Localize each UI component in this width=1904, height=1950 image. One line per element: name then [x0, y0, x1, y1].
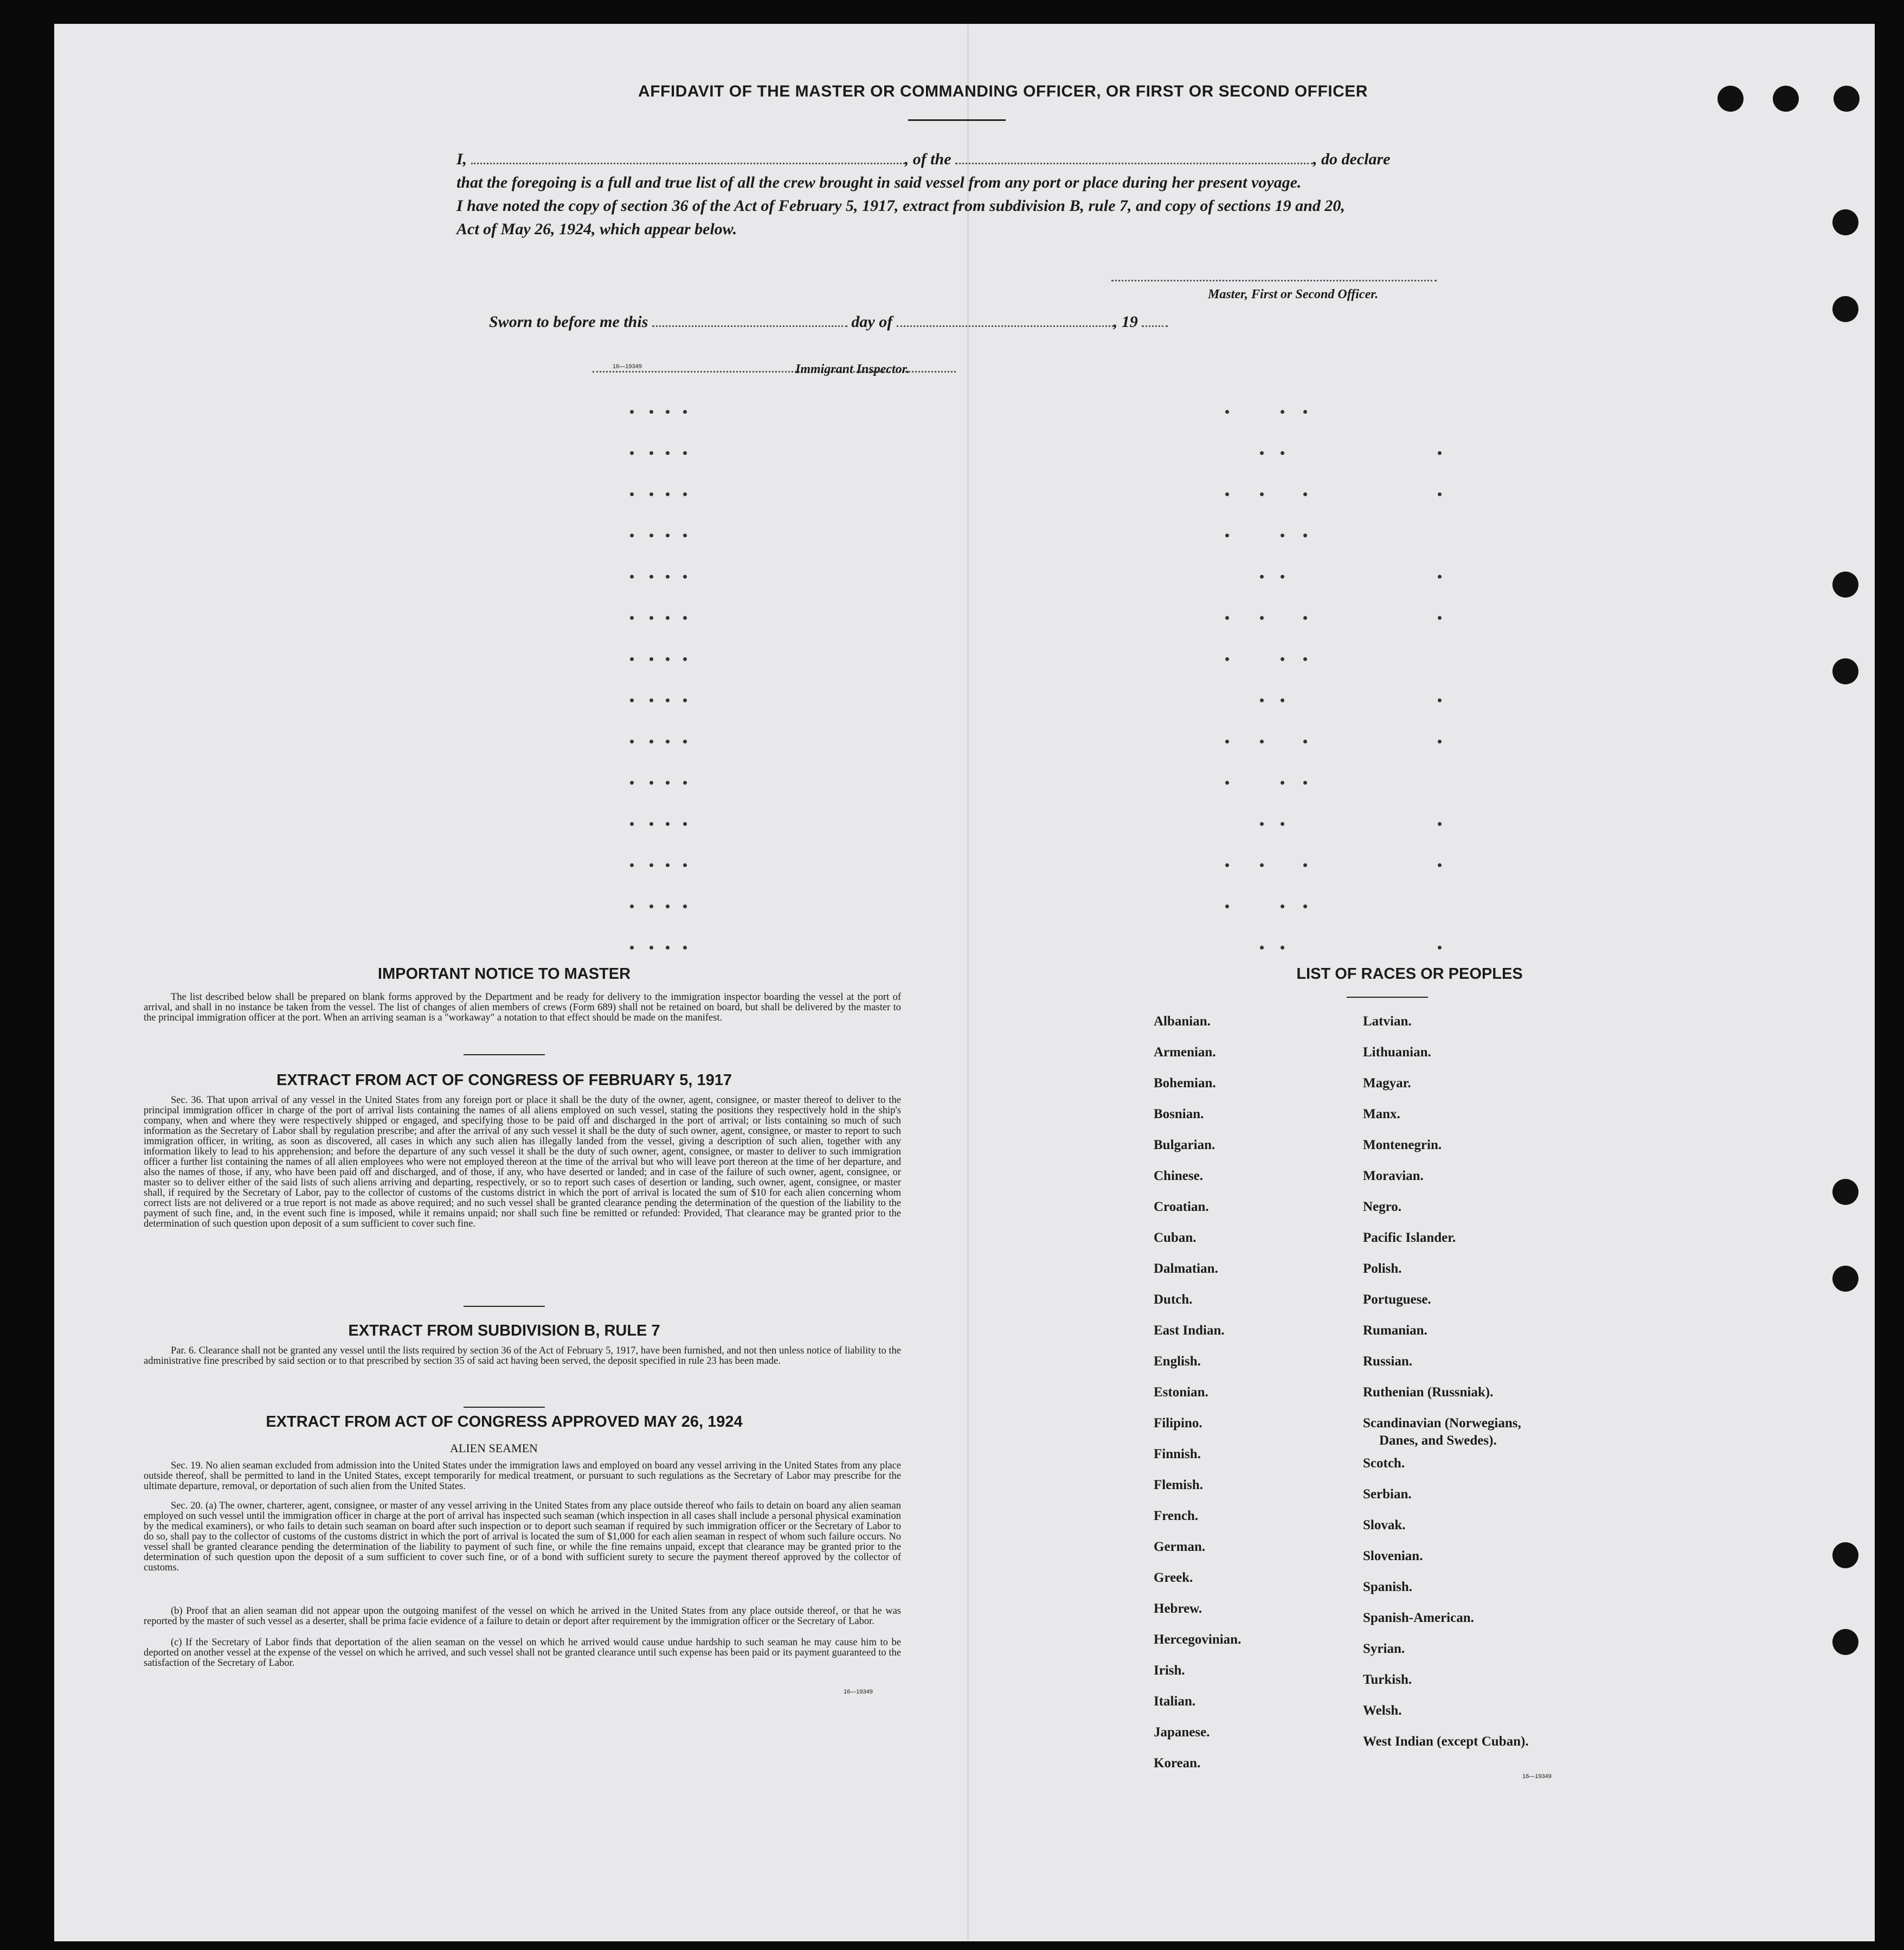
declaration-line2: that the foregoing is a full and true list of all the crew brought in said vessel from any port or place during her present voyage.	[456, 174, 1302, 191]
stray-dot	[666, 657, 670, 661]
stray-dot	[649, 905, 653, 908]
stray-dot	[1303, 781, 1307, 785]
races-column-1	[1154, 1014, 1241, 1787]
stray-dot	[683, 698, 687, 702]
race-item: Finnish.	[1154, 1447, 1201, 1461]
stray-dot	[1281, 905, 1284, 908]
race-item: Italian.	[1154, 1694, 1196, 1709]
race-item: Japanese.	[1154, 1725, 1210, 1740]
form-number: 16—19349	[1522, 1773, 1552, 1780]
race-item: Armenian.	[1154, 1045, 1216, 1060]
race-item: Manx.	[1363, 1107, 1400, 1121]
section-divider	[464, 1407, 545, 1408]
race-item: Hebrew.	[1154, 1601, 1202, 1616]
stray-dot	[683, 451, 687, 455]
stray-dot	[1303, 905, 1307, 908]
race-item: Negro.	[1363, 1199, 1402, 1214]
rule7-title: EXTRACT FROM SUBDIVISION B, RULE 7	[348, 1322, 660, 1339]
rule7-body: Par. 6. Clearance shall not be granted any vessel until the lists required by section 36 of the Act of February 5, 1917, have been furnished, and not then unless notice of liability to the administrative fine prescribed by said section or to that prescribed by section 35 of said act having been served, the deposit specified in rule 23 has been made.	[144, 1345, 901, 1367]
stray-dot	[1260, 575, 1264, 579]
stray-dot	[666, 740, 670, 743]
stray-dot	[1303, 657, 1307, 661]
stray-dot	[1260, 616, 1264, 620]
stray-dot	[1303, 410, 1307, 414]
race-item: Montenegrin.	[1363, 1138, 1442, 1152]
race-item: Magyar.	[1363, 1076, 1411, 1091]
race-item: Albanian.	[1154, 1014, 1211, 1029]
race-item: Estonian.	[1154, 1385, 1208, 1400]
stray-dot	[1438, 740, 1442, 743]
stray-dot	[666, 946, 670, 950]
stray-dot	[649, 781, 653, 785]
stray-dot	[630, 698, 634, 702]
race-item: French.	[1154, 1509, 1199, 1523]
race-item: Flemish.	[1154, 1478, 1203, 1492]
sworn-day-of: day of	[851, 313, 893, 331]
sec20a-body: Sec. 20. (a) The owner, charterer, agent, consignee, or master of any vessel arriving in the United States from any place outside thereof who fails to detain on board any alien seaman employed on such vessel until the immigration officer in charge at the port of arrival has inspected such seaman (which inspection in all cases shall include a personal physical examination by the medical examiners), or who fails to detain such seaman on board after such inspection or to deport such seaman if required by such immigration officer or the Secretary of Labor to do so, shall pay to the collector of customs of the customs district in which the port of arrival is located the sum of $1,000 for each alien seaman in respect of whom such failure occurs. No vessel shall be granted clearance pending the determination of the liability to payment of such fine, or while the fine remains unpaid, except that clearance may be granted prior to the determination of such question upon the deposit of a sum sufficient to cover such fine, or of a bond with sufficient surety to secure the payment thereof approved by the collector of customs.	[144, 1500, 901, 1573]
race-item: Polish.	[1363, 1261, 1402, 1276]
sec20b-body: (b) Proof that an alien seaman did not appear upon the outgoing manifest of the vessel on which he arrived in the United States from any place outside thereof, or that he was reported by the master of such vessel as a deserter, shall be prima facie evidence of a failure to detain or deport after requirement by the immigration officer or the Secretary of Labor.	[144, 1606, 901, 1627]
stray-dot	[1303, 492, 1307, 496]
stray-dot	[1225, 863, 1229, 867]
stray-dot	[649, 863, 653, 867]
race-item: Portuguese.	[1363, 1292, 1431, 1307]
stray-dot	[1281, 575, 1284, 579]
stray-dot	[1260, 492, 1264, 496]
stray-dot	[1260, 822, 1264, 826]
affidavit-title: AFFIDAVIT OF THE MASTER OR COMMANDING OFFICER, OR FIRST OR SECOND OFFICER	[638, 82, 1368, 100]
stray-dot	[666, 822, 670, 826]
stray-dot	[683, 781, 687, 785]
race-item: Croatian.	[1154, 1199, 1209, 1214]
stray-dot	[649, 492, 653, 496]
race-item: Scotch.	[1363, 1456, 1405, 1471]
section-divider	[464, 1306, 545, 1307]
race-item: East Indian.	[1154, 1323, 1225, 1338]
inspector-label: Immigrant Inspector.	[795, 362, 910, 376]
race-item: Russian.	[1363, 1354, 1413, 1369]
race-item: English.	[1154, 1354, 1201, 1369]
sworn-year-blank	[1142, 315, 1168, 327]
punch-hole	[1832, 209, 1858, 235]
signature-label: Master, First or Second Officer.	[1208, 287, 1379, 302]
stray-dot	[630, 740, 634, 743]
stray-dot	[649, 616, 653, 620]
sworn-day-blank	[652, 315, 847, 327]
stray-dot	[1260, 698, 1264, 702]
race-item: Welsh.	[1363, 1703, 1402, 1718]
race-item: Greek.	[1154, 1570, 1193, 1585]
race-item: Pacific Islander.	[1363, 1230, 1456, 1245]
signature-blank	[1111, 269, 1437, 281]
stray-dot	[649, 822, 653, 826]
stray-dot	[1260, 740, 1264, 743]
punch-hole	[1832, 658, 1858, 684]
stray-dot	[683, 822, 687, 826]
stray-dot	[1438, 575, 1442, 579]
race-item: Irish.	[1154, 1663, 1185, 1678]
stray-dot	[683, 740, 687, 743]
races-column-2	[1363, 1014, 1529, 1765]
punch-hole	[1832, 1179, 1858, 1205]
race-item: German.	[1154, 1540, 1206, 1554]
stray-dot	[683, 616, 687, 620]
stray-dot	[649, 534, 653, 537]
notice-body: The list described below shall be prepared on blank forms approved by the Department and be ready for delivery to the immigration inspector boarding the vessel at the port of arrival, and shall in no instance be taken from the vessel. The list of changes of alien members of crews (Form 689) shall not be retained on board, but shall be delivered by the master to the principal immigration officer at the port. When an arriving seaman is a "workaway" a notation to that effect should be made on the manifest.	[144, 992, 901, 1023]
stray-dot	[1438, 822, 1442, 826]
stray-dot	[683, 946, 687, 950]
punch-hole	[1832, 1542, 1858, 1568]
stray-dot	[630, 863, 634, 867]
stray-dot	[683, 575, 687, 579]
race-item: Bosnian.	[1154, 1107, 1204, 1121]
race-item: Bulgarian.	[1154, 1138, 1215, 1152]
race-item: Cuban.	[1154, 1230, 1197, 1245]
sec20c-body: (c) If the Secretary of Labor finds that deportation of the alien seaman on the vessel on which he arrived would cause undue hardship to such seaman he may cause him to be deported on another vessel at the expense of the vessel on which he arrived, and such vessel shall not be granted clearance until such expense has been paid or its payment guaranteed to the satisfaction of the Secretary of Labor.	[144, 1637, 901, 1669]
extract-1917-body: Sec. 36. That upon arrival of any vessel in the United States from any foreign port or place it shall be the duty of the owner, agent, consignee, or master thereof to deliver to the principal immigration officer in charge of the port of arrival lists containing the names of all aliens employed on such vessel, stating the positions they respectively hold in the ship's company, when and where they were respectively shipped or engaged, and specifying those to be paid off and discharged in the port of arrival; or lists containing so much of such information as the Secretary of Labor shall by regulation prescribe; and after the arrival of any such vessel it shall be the duty of such owner, agent, consignee, or master to report to such immigration officer, in writing, as soon as discovered, all cases in which any such alien has illegally landed from the vessel, giving a description of such alien, together with any information likely to lead to his apprehension; and before the departure of any such vessel it shall be the duty of such owner, agent, consignee, or master to deliver to such immigration officer a further list containing the names of all alien employees who were not employed thereon at the time of the arrival but who will leave port thereon at the time of her departure, and also the names of those, if any, who have been paid off and discharged, and of those, if any, who have deserted or landed; and in case of the failure of such owner, agent, consignee, or master so to deliver either of the said lists of such aliens arriving and departing, respectively, or so to report such cases of desertion or landing, such owner, agent, consignee, or master shall, if required by the Secretary of Labor, pay to the collector of customs of the customs district in which the port of arrival is located the sum of $10 for each alien concerning whom correct lists are not delivered or a true report is not made as above required; and no such vessel shall be granted clearance pending the determination of the question of the liability to the payment of such fine, and, in the event such fine is imposed, while it remains unpaid; nor shall such fine be remitted or refunded: Provided, That clearance may be granted prior to the determination of such question upon deposit of a sum sufficient to cover such fine.	[144, 1095, 901, 1229]
stray-dot	[649, 451, 653, 455]
stray-dot	[683, 905, 687, 908]
race-item: Filipino.	[1154, 1416, 1202, 1431]
sworn-year: , 19	[1113, 313, 1138, 331]
stray-dot	[1225, 410, 1229, 414]
punch-hole	[1773, 86, 1799, 112]
race-item-scandinavian	[1363, 1416, 1529, 1456]
declaration-of-the: , of the	[904, 150, 951, 168]
stray-dot	[1438, 451, 1442, 455]
stray-dot	[649, 698, 653, 702]
stray-dot	[1281, 410, 1284, 414]
stray-dot	[630, 492, 634, 496]
stray-dot	[1303, 740, 1307, 743]
stray-dot	[630, 451, 634, 455]
declaration-line3: I have noted the copy of section 36 of the Act of February 5, 1917, extract from subdivision B, rule 7, and copy of sections 19 and 20,	[456, 197, 1345, 215]
declaration-i: I,	[456, 150, 467, 168]
race-item: Dutch.	[1154, 1292, 1193, 1307]
stray-dot	[1225, 740, 1229, 743]
stray-dot	[1225, 492, 1229, 496]
stray-dot	[666, 905, 670, 908]
race-item: Moravian.	[1363, 1169, 1424, 1183]
form-number: 16—19349	[613, 363, 642, 370]
stray-dot	[630, 410, 634, 414]
race-item: Chinese.	[1154, 1169, 1203, 1183]
stray-dot	[1225, 657, 1229, 661]
stray-dot	[649, 657, 653, 661]
stray-dot	[1281, 451, 1284, 455]
punch-hole	[1832, 296, 1858, 322]
alien-seamen-subtitle: ALIEN SEAMEN	[450, 1441, 538, 1455]
stray-dot	[683, 863, 687, 867]
stray-dot	[1281, 534, 1284, 537]
notice-title: IMPORTANT NOTICE TO MASTER	[377, 965, 631, 983]
stray-dot	[1438, 698, 1442, 702]
stray-dot	[1303, 534, 1307, 537]
race-item: Hercegovinian.	[1154, 1632, 1242, 1647]
stray-dot	[1281, 822, 1284, 826]
sec19-body: Sec. 19. No alien seaman excluded from admission into the United States under the immigration laws and employed on board any vessel arriving in the United States from any place outside thereof, shall be permitted to land in the United States, except temporarily for medical treatment, or pursuant to such regulations as the Secretary of Labor may prescribe for the ultimate departure, removal, or deportation of such alien from the United States.	[144, 1460, 901, 1492]
stray-dot	[1260, 863, 1264, 867]
sworn-label: Sworn to before me this	[489, 313, 648, 331]
punch-hole	[1718, 86, 1744, 112]
race-item: Scandinavian (Norwegians,	[1363, 1416, 1521, 1431]
stray-dot	[1281, 946, 1284, 950]
name-blank	[471, 152, 905, 164]
stray-dot	[666, 451, 670, 455]
punch-hole	[1832, 1629, 1858, 1655]
race-item: Spanish-American.	[1363, 1611, 1474, 1625]
race-item: Korean.	[1154, 1756, 1201, 1771]
stray-dot	[1438, 946, 1442, 950]
stray-dot	[666, 781, 670, 785]
races-title: LIST OF RACES OR PEOPLES	[1296, 965, 1523, 983]
stray-dot	[1438, 863, 1442, 867]
races-divider	[1347, 997, 1428, 998]
document-sheet	[54, 24, 1875, 1941]
stray-dot	[630, 616, 634, 620]
punch-hole	[1832, 1266, 1858, 1292]
race-item: Lithuanian.	[1363, 1045, 1431, 1060]
stray-dot	[1225, 905, 1229, 908]
stray-dot	[649, 946, 653, 950]
race-item: Bohemian.	[1154, 1076, 1216, 1091]
stray-dot	[1260, 451, 1264, 455]
punch-hole	[1834, 86, 1860, 112]
stray-dot	[683, 657, 687, 661]
race-item: Ruthenian (Russniak).	[1363, 1385, 1494, 1400]
stray-dot	[1303, 863, 1307, 867]
stray-dot	[630, 905, 634, 908]
stray-dot	[666, 863, 670, 867]
affidavit-declaration	[456, 147, 1519, 241]
stray-dot	[630, 575, 634, 579]
sworn-line	[489, 310, 1168, 333]
stray-dot	[630, 781, 634, 785]
stray-dot	[666, 410, 670, 414]
vessel-blank	[955, 152, 1313, 164]
stray-dot	[1281, 698, 1284, 702]
stray-dot	[683, 410, 687, 414]
race-item: Dalmatian.	[1154, 1261, 1218, 1276]
declaration-do-declare: , do declare	[1313, 150, 1391, 168]
extract-1917-title: EXTRACT FROM ACT OF CONGRESS OF FEBRUARY 5, 1917	[276, 1072, 732, 1089]
stray-dot	[666, 698, 670, 702]
stray-dot	[1303, 616, 1307, 620]
stray-dot	[649, 740, 653, 743]
race-item: Rumanian.	[1363, 1323, 1427, 1338]
race-item: Turkish.	[1363, 1672, 1412, 1687]
stray-dot	[1225, 781, 1229, 785]
form-number: 16—19349	[844, 1689, 873, 1695]
stray-dot	[666, 575, 670, 579]
stray-dot	[1281, 657, 1284, 661]
extract-1924-title: EXTRACT FROM ACT OF CONGRESS APPROVED MAY 26, 1924	[266, 1413, 743, 1431]
race-item: Serbian.	[1363, 1487, 1412, 1502]
stray-dot	[1260, 946, 1264, 950]
stray-dot	[683, 492, 687, 496]
stray-dot	[630, 534, 634, 537]
race-item: Spanish.	[1363, 1580, 1413, 1594]
stray-dot	[666, 616, 670, 620]
stray-dot	[666, 534, 670, 537]
race-item: Slovak.	[1363, 1518, 1406, 1532]
stray-dot	[649, 575, 653, 579]
stray-dot	[630, 657, 634, 661]
declaration-line4: Act of May 26, 1924, which appear below.	[456, 220, 737, 238]
title-divider	[908, 119, 1006, 121]
stray-dot	[630, 946, 634, 950]
race-item: West Indian (except Cuban).	[1363, 1734, 1529, 1749]
race-item-continuation: Danes, and Swedes).	[1379, 1433, 1497, 1448]
race-item: Syrian.	[1363, 1641, 1405, 1656]
stray-dot	[630, 822, 634, 826]
stray-dot	[1438, 616, 1442, 620]
sworn-month-blank	[897, 315, 1114, 327]
punch-hole	[1832, 572, 1858, 598]
race-item: Slovenian.	[1363, 1549, 1423, 1563]
stray-dot	[1225, 616, 1229, 620]
stray-dot	[649, 410, 653, 414]
stray-dot	[1438, 492, 1442, 496]
section-divider	[464, 1054, 545, 1055]
stray-dot	[683, 534, 687, 537]
stray-dot	[1225, 534, 1229, 537]
race-item: Latvian.	[1363, 1014, 1412, 1029]
stray-dot	[1281, 781, 1284, 785]
stray-dot	[666, 492, 670, 496]
